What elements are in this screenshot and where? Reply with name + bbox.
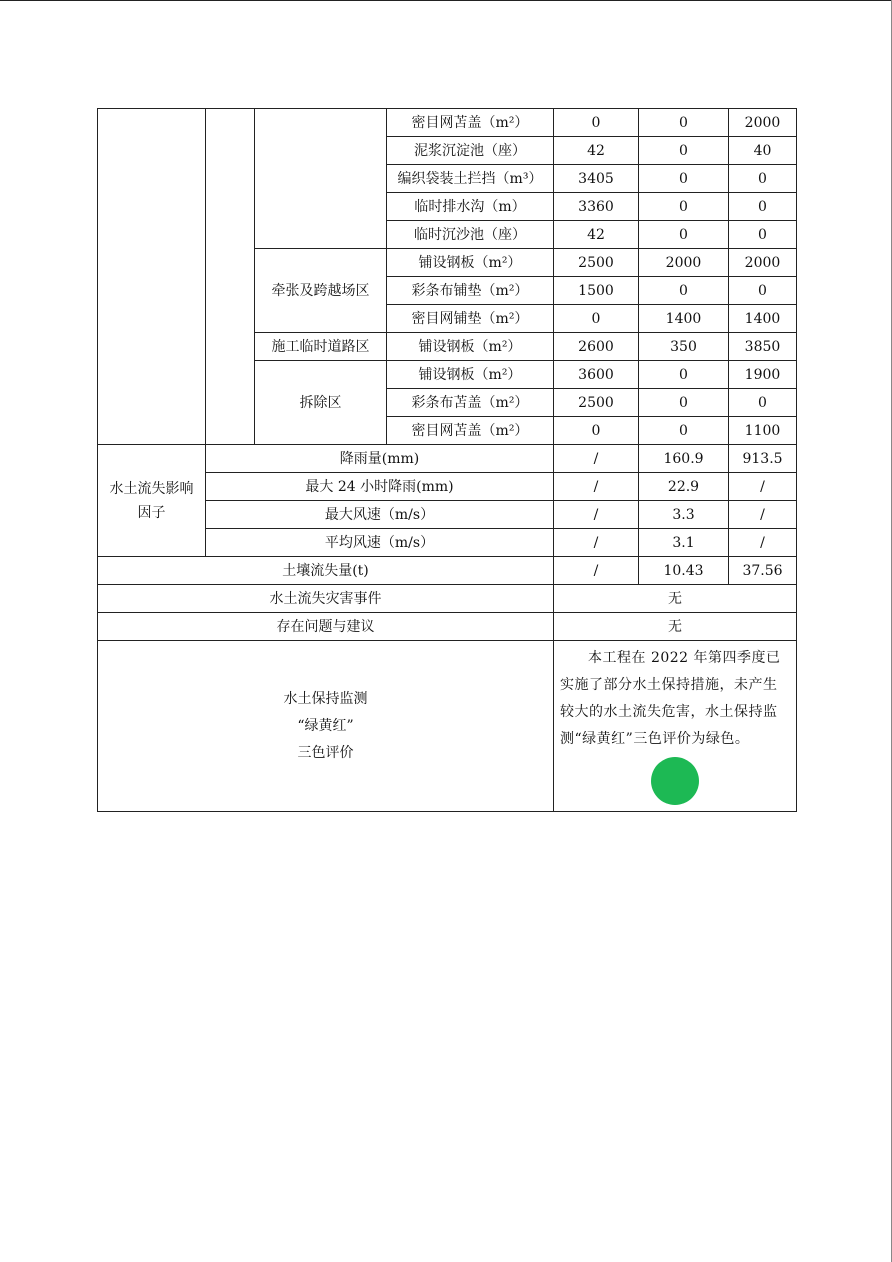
zone-name: 施工临时道路区 [255,333,387,361]
value-cell: 40 [729,137,797,165]
value-cell: 0 [639,165,729,193]
zone-name: 牵张及跨越场区 [255,249,387,333]
value-cell: 160.9 [639,445,729,473]
issues-value: 无 [554,613,797,641]
value-cell: 0 [729,193,797,221]
value-cell: 0 [729,165,797,193]
value-cell: / [554,529,639,557]
measure-name: 铺设钢板（m²） [387,249,554,277]
disaster-label: 水土流失灾害事件 [98,585,554,613]
value-cell: / [554,445,639,473]
factors-label: 水土流失影响因子 [98,445,206,557]
value-cell: 350 [639,333,729,361]
table-row [98,585,797,613]
value-cell: 3.3 [639,501,729,529]
measure-name: 铺设钢板（m²） [387,333,554,361]
issues-label: 存在问题与建议 [98,613,554,641]
value-cell: 3.1 [639,529,729,557]
table-row [98,613,797,641]
value-cell: 42 [554,221,639,249]
table-row [98,557,797,585]
measure-name: 密目网苫盖（m²） [387,109,554,137]
value-cell: 2500 [554,249,639,277]
measure-name: 临时排水沟（m） [387,193,554,221]
zone-name: 拆除区 [255,361,387,445]
evaluation-conclusion [554,641,797,812]
value-cell: 0 [729,221,797,249]
evaluation-label-line3: 三色评价 [297,744,354,761]
value-cell: 0 [554,109,639,137]
table-row [98,109,797,137]
measure-name: 铺设钢板（m²） [387,361,554,389]
value-cell: 42 [554,137,639,165]
value-cell: 0 [639,221,729,249]
value-cell: 3850 [729,333,797,361]
factor-name: 最大风速（m/s） [206,501,554,529]
value-cell: / [554,501,639,529]
soil-loss-label: 土壤流失量(t) [98,557,554,585]
measure-name: 彩条布苫盖（m²） [387,389,554,417]
value-cell: / [729,473,797,501]
value-cell: 1400 [639,305,729,333]
value-cell: 1100 [729,417,797,445]
value-cell: / [729,501,797,529]
value-cell: 3360 [554,193,639,221]
value-cell: 0 [639,137,729,165]
page-top-rule [0,0,892,1]
category-cell-blank [98,109,206,445]
measure-name: 编织袋装土拦挡（m³） [387,165,554,193]
evaluation-text: 本工程在 2022 年第四季度已实施了部分水土保持措施，未产生较大的水土流失危害，水土保持监测“绿黄红”三色评价为绿色。 [560,650,781,747]
value-cell: 10.43 [639,557,729,585]
measure-name: 密目网铺垫（m²） [387,305,554,333]
value-cell: 1500 [554,277,639,305]
value-cell: 3405 [554,165,639,193]
monitoring-report-table [97,108,797,445]
value-cell: 0 [639,417,729,445]
value-cell: 0 [554,417,639,445]
value-cell: 0 [729,389,797,417]
table-row [98,445,797,473]
value-cell: 22.9 [639,473,729,501]
value-cell: 0 [639,193,729,221]
value-cell: / [729,529,797,557]
value-cell: 2000 [729,249,797,277]
factor-name: 最大 24 小时降雨(mm) [206,473,554,501]
value-cell: 1400 [729,305,797,333]
value-cell: 913.5 [729,445,797,473]
value-cell: 2600 [554,333,639,361]
value-cell: 0 [639,389,729,417]
value-cell: 0 [554,305,639,333]
factor-name: 降雨量(mm) [206,445,554,473]
measure-name: 密目网苫盖（m²） [387,417,554,445]
green-rating-indicator-icon [651,757,699,805]
value-cell: 2000 [639,249,729,277]
value-cell: 0 [639,277,729,305]
value-cell: 2000 [729,109,797,137]
measure-name: 临时沉沙池（座） [387,221,554,249]
evaluation-label [98,641,554,812]
value-cell: 3600 [554,361,639,389]
table-row [98,641,797,812]
value-cell: 1900 [729,361,797,389]
evaluation-label-line1: 水土保持监测 [283,690,368,707]
factors-table [97,444,797,812]
value-cell: 2500 [554,389,639,417]
factor-name: 平均风速（m/s） [206,529,554,557]
value-cell: 0 [639,109,729,137]
value-cell: 0 [729,277,797,305]
subcategory-cell-blank [206,109,255,445]
evaluation-label-line2: “绿黄红” [297,717,354,734]
value-cell: 0 [639,361,729,389]
value-cell: / [554,473,639,501]
value-cell: 37.56 [729,557,797,585]
measure-name: 泥浆沉淀池（座） [387,137,554,165]
value-cell: / [554,557,639,585]
disaster-value: 无 [554,585,797,613]
zone-cell-blank [255,109,387,249]
measure-name: 彩条布铺垫（m²） [387,277,554,305]
